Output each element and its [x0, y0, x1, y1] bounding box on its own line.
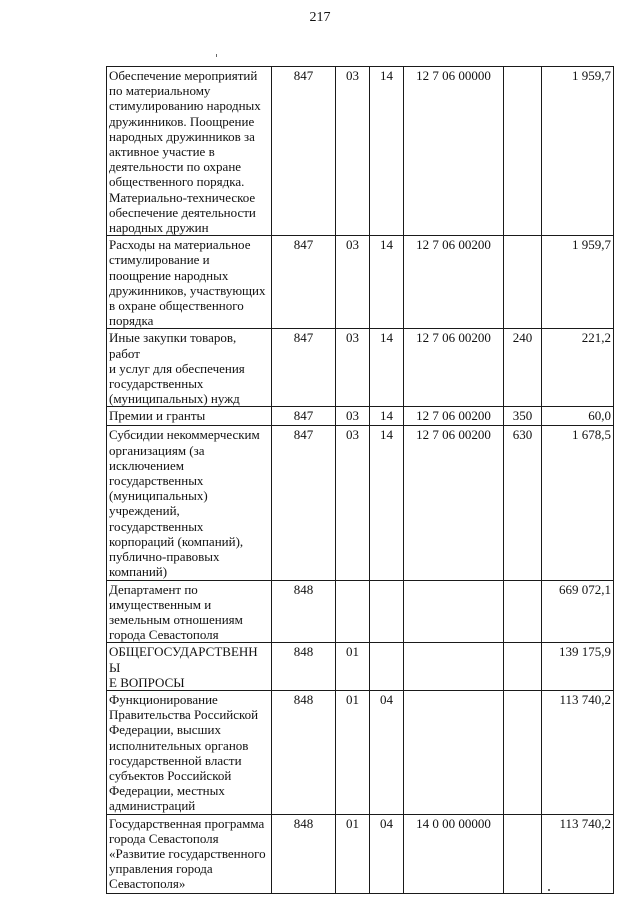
subsection-code-cell: 14 — [370, 236, 404, 329]
expense-type-cell — [504, 580, 542, 643]
amount-cell: 669 072,1 — [542, 580, 614, 643]
section-code-cell: 03 — [336, 67, 370, 236]
section-code-cell: 03 — [336, 407, 370, 426]
row-name: Расходы на материальное стимулирование и поощрение народных дружинников, участвующих в охране общественного порядка — [109, 237, 266, 329]
amount-cell: 113 740,2 — [542, 814, 614, 893]
row-name: Субсидии некоммерческим организациям (за исключением государственных (муниципальных) учреждений, государственных корпораций (компаний), публично-правовых компаний) — [109, 427, 260, 580]
amount-cell: 60,0 — [542, 407, 614, 426]
page-number: 217 — [309, 10, 331, 25]
target-article-cell — [404, 690, 504, 814]
amount-cell: 113 740,2 — [542, 690, 614, 814]
ministry-code-cell: 848 — [272, 580, 336, 643]
target-article-cell — [404, 643, 504, 691]
table-row — [107, 814, 614, 893]
expense-type-cell — [504, 690, 542, 814]
table-row — [107, 643, 614, 691]
subsection-code-cell: 14 — [370, 329, 404, 407]
subsection-code-cell: 14 — [370, 67, 404, 236]
amount-cell: 1 959,7 — [542, 67, 614, 236]
amount-cell: 221,2 — [542, 329, 614, 407]
scan-speck — [216, 54, 217, 57]
subsection-code-cell — [370, 580, 404, 643]
table-row — [107, 690, 614, 814]
row-name-cell — [107, 407, 272, 426]
row-name-cell — [107, 690, 272, 814]
row-name-cell — [107, 67, 272, 236]
row-name: Обеспечение мероприятий по материальному стимулированию народных дружинников. Поощрение народных дружинников за активное участие в деятельности по охране общественного порядка. Материально-техническое обеспечение деятельности народных дружин — [109, 68, 261, 236]
subsection-code-cell: 04 — [370, 690, 404, 814]
expense-type-cell: 240 — [504, 329, 542, 407]
ministry-code-cell: 847 — [272, 329, 336, 407]
row-name-cell — [107, 580, 272, 643]
amount-cell: 1 678,5 — [542, 426, 614, 580]
section-code-cell: 03 — [336, 426, 370, 580]
table-row — [107, 329, 614, 407]
row-name: Премии и гранты — [109, 408, 206, 424]
subsection-code-cell: 04 — [370, 814, 404, 893]
ministry-code-cell: 847 — [272, 67, 336, 236]
row-name: Государственная программа города Севастополя «Развитие государственного управления города Севастополя» — [109, 815, 266, 892]
expense-type-cell — [504, 814, 542, 893]
expense-type-cell — [504, 236, 542, 329]
row-name-cell — [107, 814, 272, 893]
budget-table — [106, 66, 614, 894]
section-code-cell: 01 — [336, 814, 370, 893]
section-code-cell: 01 — [336, 643, 370, 691]
expense-type-cell: 630 — [504, 426, 542, 580]
amount-cell: 1 959,7 — [542, 236, 614, 329]
scan-speck — [548, 889, 550, 891]
row-name: ОБЩЕГОСУДАРСТВЕННЫ Е ВОПРОСЫ — [109, 644, 258, 690]
table-row — [107, 580, 614, 643]
row-name: Иные закупки товаров, работ и услуг для обеспечения государственных (муниципальных) нужд — [109, 330, 245, 407]
row-name-cell — [107, 643, 272, 691]
table-row — [107, 236, 614, 329]
section-code-cell: 01 — [336, 690, 370, 814]
section-code-cell: 03 — [336, 329, 370, 407]
target-article-cell: 12 7 06 00000 — [404, 67, 504, 236]
table-row — [107, 426, 614, 580]
row-name: Функционирование Правительства Российской Федерации, высших исполнительных органов государственной власти субъектов Российской Федерации, местных администраций — [109, 691, 259, 814]
subsection-code-cell: 14 — [370, 426, 404, 580]
section-code-cell — [336, 580, 370, 643]
target-article-cell: 12 7 06 00200 — [404, 329, 504, 407]
target-article-cell: 14 0 00 00000 — [404, 814, 504, 893]
row-name-cell — [107, 426, 272, 580]
ministry-code-cell: 847 — [272, 407, 336, 426]
target-article-cell: 12 7 06 00200 — [404, 236, 504, 329]
target-article-cell: 12 7 06 00200 — [404, 407, 504, 426]
row-name-cell — [107, 236, 272, 329]
expense-type-cell — [504, 643, 542, 691]
row-name-cell — [107, 329, 272, 407]
table-row — [107, 407, 614, 426]
subsection-code-cell: 14 — [370, 407, 404, 426]
row-name: Департамент по имущественным и земельным отношениям города Севастополя — [109, 581, 243, 643]
amount-cell: 139 175,9 — [542, 643, 614, 691]
target-article-cell: 12 7 06 00200 — [404, 426, 504, 580]
ministry-code-cell: 847 — [272, 426, 336, 580]
table-row — [107, 67, 614, 236]
section-code-cell: 03 — [336, 236, 370, 329]
expense-type-cell — [504, 67, 542, 236]
ministry-code-cell: 847 — [272, 236, 336, 329]
ministry-code-cell: 848 — [272, 814, 336, 893]
subsection-code-cell — [370, 643, 404, 691]
ministry-code-cell: 848 — [272, 690, 336, 814]
expense-type-cell: 350 — [504, 407, 542, 426]
target-article-cell — [404, 580, 504, 643]
ministry-code-cell: 848 — [272, 643, 336, 691]
